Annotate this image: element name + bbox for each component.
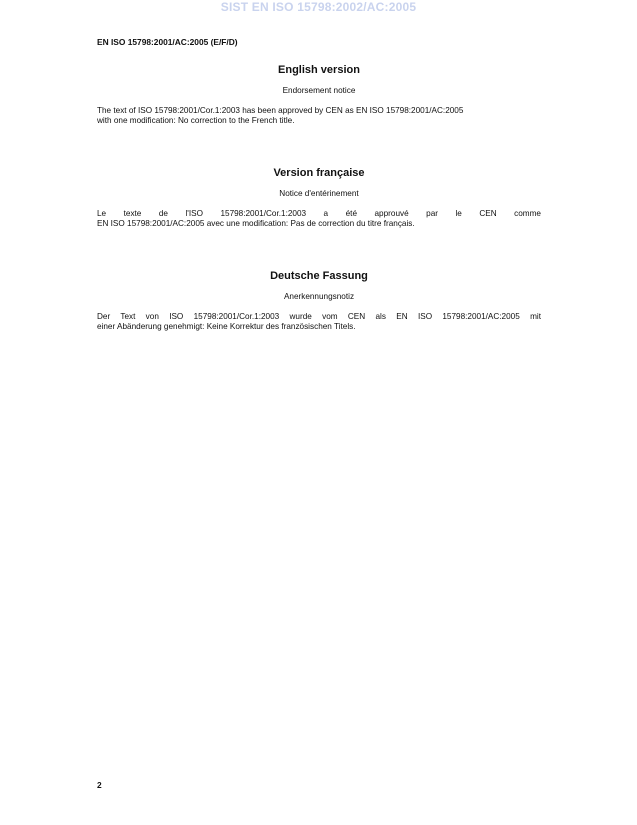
french-notice-line-2: EN ISO 15798:2001/AC:2005 avec une modification: Pas de correction du titre français. — [97, 218, 415, 228]
french-version-title: Version française — [273, 167, 365, 179]
german-notice-line-2: einer Abänderung genehmigt: Keine Korrektur des französischen Titels. — [97, 321, 356, 331]
german-notice-body — [97, 312, 541, 331]
english-version-section — [97, 64, 541, 125]
french-notice-subtitle: Notice d'entérinement — [279, 189, 359, 198]
german-notice-line-1: Der Text von ISO 15798:2001/Cor.1:2003 wurde vom CEN als EN ISO 15798:2001/AC:2005 mit — [97, 312, 541, 321]
english-notice-subtitle: Endorsement notice — [282, 86, 356, 95]
german-version-title: Deutsche Fassung — [270, 270, 368, 282]
page-number: 2 — [97, 780, 102, 790]
english-notice-body — [97, 106, 541, 125]
german-version-section — [97, 270, 541, 331]
watermark: SIST EN ISO 15798:2002/AC:2005 — [220, 0, 417, 14]
english-notice-line-2: with one modification: No correction to the French title. — [97, 115, 295, 125]
english-version-title: English version — [278, 64, 360, 76]
english-notice-line-1: The text of ISO 15798:2001/Cor.1:2003 has been approved by CEN as EN ISO 15798:2001/AC:2005 — [97, 106, 464, 115]
french-notice-line-1: Le texte de l'ISO 15798:2001/Cor.1:2003 a été approuvé par le CEN comme — [97, 209, 541, 218]
french-version-section — [97, 167, 541, 228]
document-reference: EN ISO 15798:2001/AC:2005 (E/F/D) — [97, 37, 238, 47]
french-notice-body — [97, 209, 541, 228]
german-notice-subtitle: Anerkennungsnotiz — [283, 292, 355, 301]
